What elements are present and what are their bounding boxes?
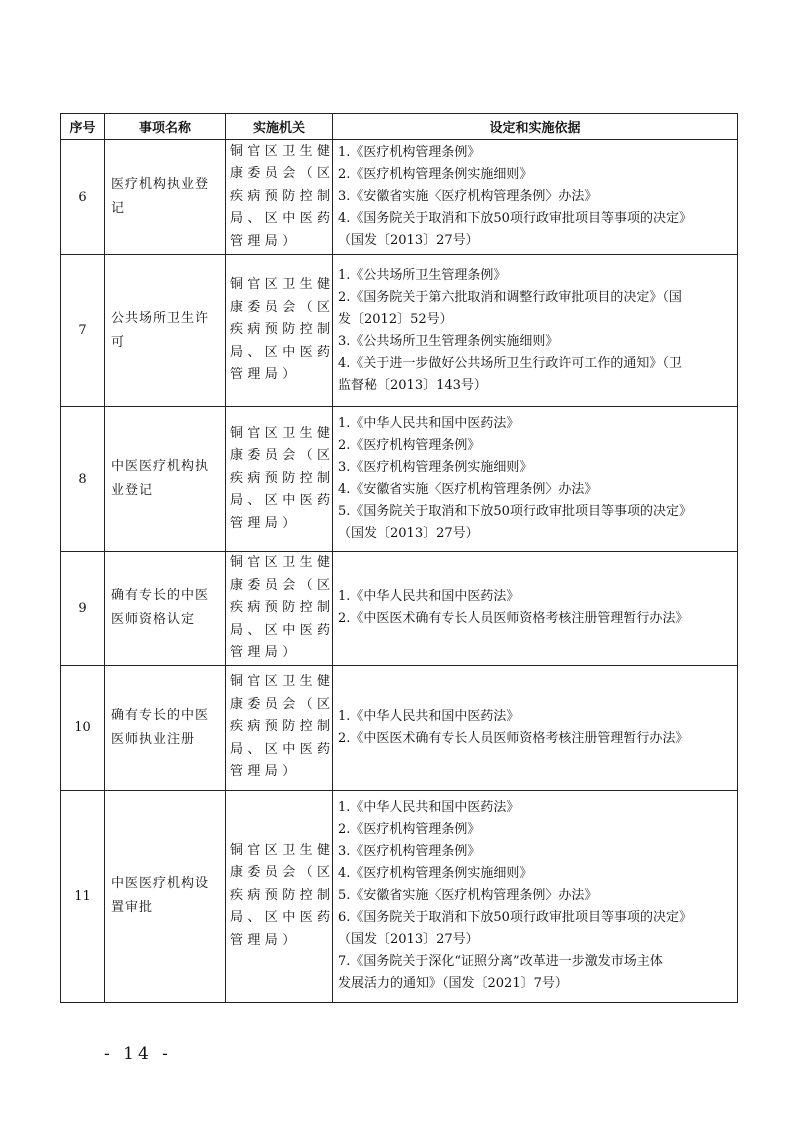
header-no: 序号	[61, 114, 105, 140]
basis-line: 4.《安徽省实施〈医疗机构管理条例〉办法》	[338, 482, 598, 497]
agency-line: 疾病预防控制	[230, 470, 335, 486]
agency-line: 疾病预防控制	[230, 322, 335, 338]
agency-line: 康委员会（区	[230, 448, 335, 464]
basis-line: 4.《关于进一步做好公共场所卫生行政许可工作的通知》（卫	[338, 355, 682, 371]
implementing-agency	[226, 140, 333, 255]
legal-basis	[333, 140, 738, 255]
item-name: 确有专长的中医医师执业注册	[105, 665, 226, 790]
basis-line: 2.《中医医术确有专长人员医师资格考核注册管理暂行办法》	[338, 730, 689, 746]
approval-items-table	[60, 113, 738, 1003]
table-row	[61, 140, 738, 255]
item-name: 公共场所卫生许可	[105, 255, 226, 407]
agency-line: 铜官区卫生健	[230, 674, 335, 690]
legal-basis	[333, 407, 738, 552]
item-number: 9	[61, 552, 105, 666]
item-number: 10	[61, 665, 105, 790]
basis-line: （国发〔2013〕27号）	[338, 526, 479, 541]
agency-line: 康委员会（区	[230, 166, 335, 182]
agency-line: 康委员会（区	[230, 696, 335, 712]
basis-line: 2.《国务院关于第六批取消和调整行政审批项目的决定》（国	[338, 289, 682, 305]
agency-line: 疾病预防控制	[230, 600, 335, 615]
basis-line: 4.《国务院关于取消和下放50项行政审批项目等事项的决定》	[338, 211, 692, 226]
agency-line: 管理局）	[230, 233, 300, 249]
item-name: 确有专长的中医医师资格认定	[105, 552, 226, 666]
basis-line: 监督秘〔2013〕143号）	[338, 377, 487, 393]
basis-line: 1.《医疗机构管理条例》	[338, 145, 481, 160]
item-name: 中医医疗机构设置审批	[105, 790, 226, 1002]
basis-line: 1.《中华人民共和国中医药法》	[338, 589, 520, 605]
item-name: 中医医疗机构执业登记	[105, 407, 226, 552]
table-row	[61, 790, 738, 1002]
basis-line: 3.《公共场所卫生管理条例实施细则》	[338, 333, 559, 349]
agency-line: 管理局）	[230, 645, 300, 660]
agency-line: 管理局）	[230, 764, 300, 780]
basis-line: 5.《安徽省实施〈医疗机构管理条例〉办法》	[338, 888, 598, 903]
implementing-agency	[226, 407, 333, 552]
table-row	[61, 552, 738, 666]
basis-line: 1.《中华人民共和国中医药法》	[338, 708, 520, 724]
item-number: 7	[61, 255, 105, 407]
agency-line: 铜官区卫生健	[230, 143, 335, 159]
item-name: 医疗机构执业登记	[105, 140, 226, 255]
agency-line: 铜官区卫生健	[230, 842, 335, 858]
page-number: - 14 -	[104, 1044, 172, 1064]
item-number: 6	[61, 140, 105, 255]
header-agency: 实施机关	[226, 114, 333, 140]
item-number: 11	[61, 790, 105, 1002]
agency-line: 管理局）	[230, 515, 300, 531]
table-row	[61, 255, 738, 407]
header-basis: 设定和实施依据	[333, 114, 738, 140]
legal-basis	[333, 665, 738, 790]
basis-line: 4.《医疗机构管理条例实施细则》	[338, 866, 533, 881]
basis-line: 3.《医疗机构管理条例实施细则》	[338, 460, 533, 475]
agency-line: 局、区中医药	[230, 741, 335, 757]
agency-line: 管理局）	[230, 367, 300, 383]
agency-line: 疾病预防控制	[230, 719, 335, 735]
basis-line: 2.《医疗机构管理条例》	[338, 438, 481, 453]
basis-line: 3.《安徽省实施〈医疗机构管理条例〉办法》	[338, 189, 598, 204]
agency-line: 局、区中医药	[230, 211, 335, 227]
basis-line: 1.《中华人民共和国中医药法》	[338, 800, 520, 815]
item-number: 8	[61, 407, 105, 552]
basis-line: 6.《国务院关于取消和下放50项行政审批项目等事项的决定》	[338, 910, 692, 925]
implementing-agency	[226, 790, 333, 1002]
basis-line: 2.《中医医术确有专长人员医师资格考核注册管理暂行办法》	[338, 611, 689, 627]
header-name: 事项名称	[105, 114, 226, 140]
legal-basis	[333, 552, 738, 666]
basis-line: 1.《中华人民共和国中医药法》	[338, 416, 520, 431]
basis-line: 5.《国务院关于取消和下放50项行政审批项目等事项的决定》	[338, 504, 692, 519]
implementing-agency	[226, 665, 333, 790]
header-row	[61, 114, 738, 140]
agency-line: 铜官区卫生健	[230, 277, 335, 293]
agency-line: 疾病预防控制	[230, 887, 335, 903]
legal-basis	[333, 255, 738, 407]
basis-line: 发展活力的通知》（国发〔2021〕7号）	[338, 976, 568, 991]
agency-line: 局、区中医药	[230, 622, 335, 638]
basis-line: 7.《国务院关于深化“证照分离”改革进一步激发市场主体	[338, 954, 663, 969]
agency-line: 铜官区卫生健	[230, 555, 335, 570]
agency-line: 康委员会（区	[230, 577, 335, 593]
implementing-agency	[226, 552, 333, 666]
agency-line: 局、区中医药	[230, 344, 335, 360]
implementing-agency	[226, 255, 333, 407]
agency-line: 管理局）	[230, 932, 300, 948]
basis-line: （国发〔2013〕27号）	[338, 932, 479, 947]
basis-line: 2.《医疗机构管理条例实施细则》	[338, 167, 533, 182]
agency-line: 康委员会（区	[230, 299, 335, 315]
table-row	[61, 665, 738, 790]
basis-line: 3.《医疗机构管理条例》	[338, 844, 481, 859]
agency-line: 康委员会（区	[230, 865, 335, 881]
basis-line: 2.《医疗机构管理条例》	[338, 822, 481, 837]
agency-line: 铜官区卫生健	[230, 425, 335, 441]
agency-line: 局、区中医药	[230, 493, 335, 509]
basis-line: 1.《公共场所卫生管理条例》	[338, 267, 507, 283]
basis-line: （国发〔2013〕27号）	[338, 233, 479, 248]
agency-line: 局、区中医药	[230, 910, 335, 926]
table-row	[61, 407, 738, 552]
legal-basis	[333, 790, 738, 1002]
agency-line: 疾病预防控制	[230, 188, 335, 204]
basis-line: 发〔2012〕52号）	[338, 311, 453, 327]
